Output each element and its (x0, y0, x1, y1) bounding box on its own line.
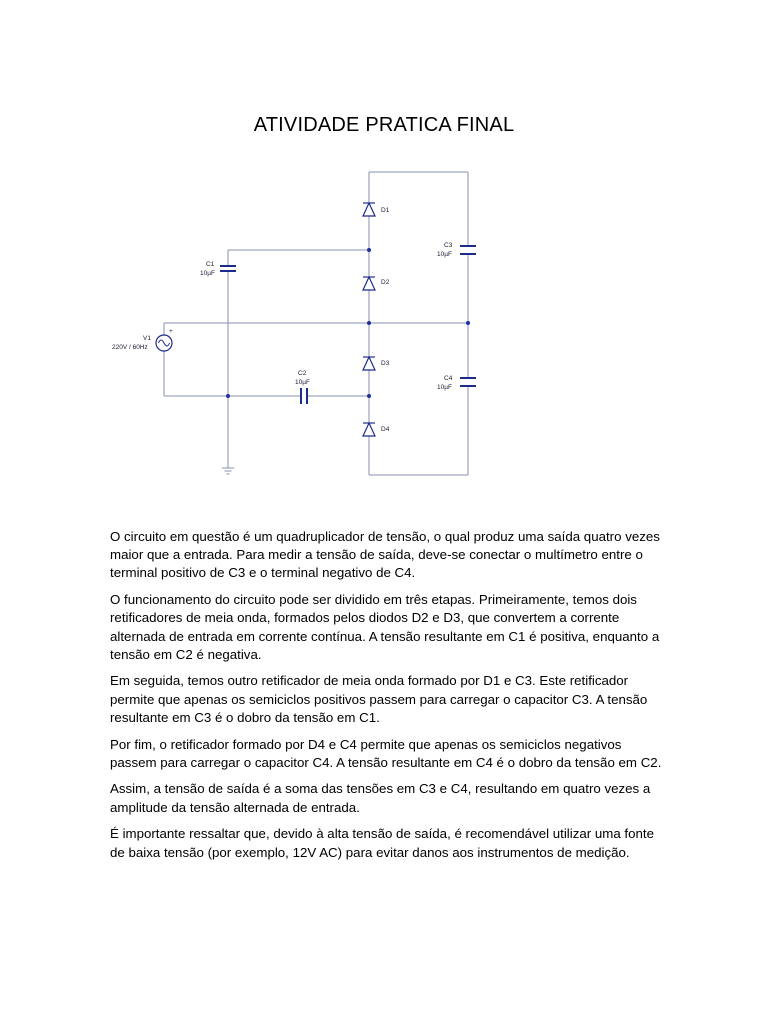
capacitor-c3 (460, 246, 476, 254)
label-c4-value: 10µF (437, 384, 452, 391)
paragraph: Em seguida, temos outro retificador de meia onda formado por D1 e C3. Este retificador permite que apenas os semiciclos positivos passem para carregar o capacitor C3. A tensão resultante em C3 é o dobro da tensão em C1. (110, 673, 648, 725)
wires (164, 172, 468, 475)
diode-d3 (363, 357, 375, 370)
label-v1-polarity: + (169, 328, 173, 335)
label-c3-value: 10µF (437, 251, 452, 258)
diode-d1 (363, 203, 375, 216)
label-c2-name: C2 (298, 370, 307, 377)
paragraph: O circuito em questão é um quadruplicador de tensão, o qual produz uma saída quatro vezes maior que a entrada. Para medir a tensão de saída, deve-se conectar o multímetro entre o terminal positivo de C3 e o terminal negativo de C4. (110, 529, 660, 581)
label-v1-name: V1 (143, 335, 151, 342)
page-title: ATIVIDADE PRATICA FINAL (253, 114, 515, 136)
capacitor-c1 (220, 266, 236, 271)
document-body (110, 528, 670, 870)
label-c2-value: 10µF (295, 379, 310, 386)
paragraph: É importante ressaltar que, devido à alta tensão de saída, é recomendável utilizar uma fonte de baixa tensão (por exemplo, 12V AC) para evitar danos aos instrumentos de medição. (110, 826, 655, 860)
label-v1-value: 220V / 60Hz (112, 344, 148, 351)
ac-source-icon (156, 335, 172, 351)
label-c1-value: 10µF (200, 270, 215, 277)
label-d1: D1 (381, 207, 390, 214)
label-d4: D4 (381, 426, 390, 433)
paragraph: Assim, a tensão de saída é a soma das tensões em C3 e C4, resultando em quatro vezes a amplitude da tensão alternada de entrada. (110, 781, 651, 815)
label-c1-name: C1 (206, 261, 215, 268)
paragraph: Por fim, o retificador formado por D4 e C4 permite que apenas os semiciclos negativos passem para carregar o capacitor C4. A tensão resultante em C4 é o dobro da tensão em C2. (110, 736, 662, 770)
paragraph: O funcionamento do circuito pode ser dividido em três etapas. Primeiramente, temos dois retificadores de meia onda, formados pelos diodos D2 e D3, que convertem a corrente alternada de entrada em corrente contínua. A tensão resultante em C1 é positiva, enquanto a tensão em C2 é negativa. (110, 592, 660, 662)
circuit-schematic (0, 150, 768, 490)
diode-d2 (363, 277, 375, 290)
capacitor-c2 (301, 388, 307, 404)
capacitor-c4 (460, 378, 476, 386)
label-d3: D3 (381, 360, 390, 367)
label-d2: D2 (381, 279, 390, 286)
diode-d4 (363, 423, 375, 436)
label-c3-name: C3 (444, 242, 453, 249)
label-c4-name: C4 (444, 375, 453, 382)
